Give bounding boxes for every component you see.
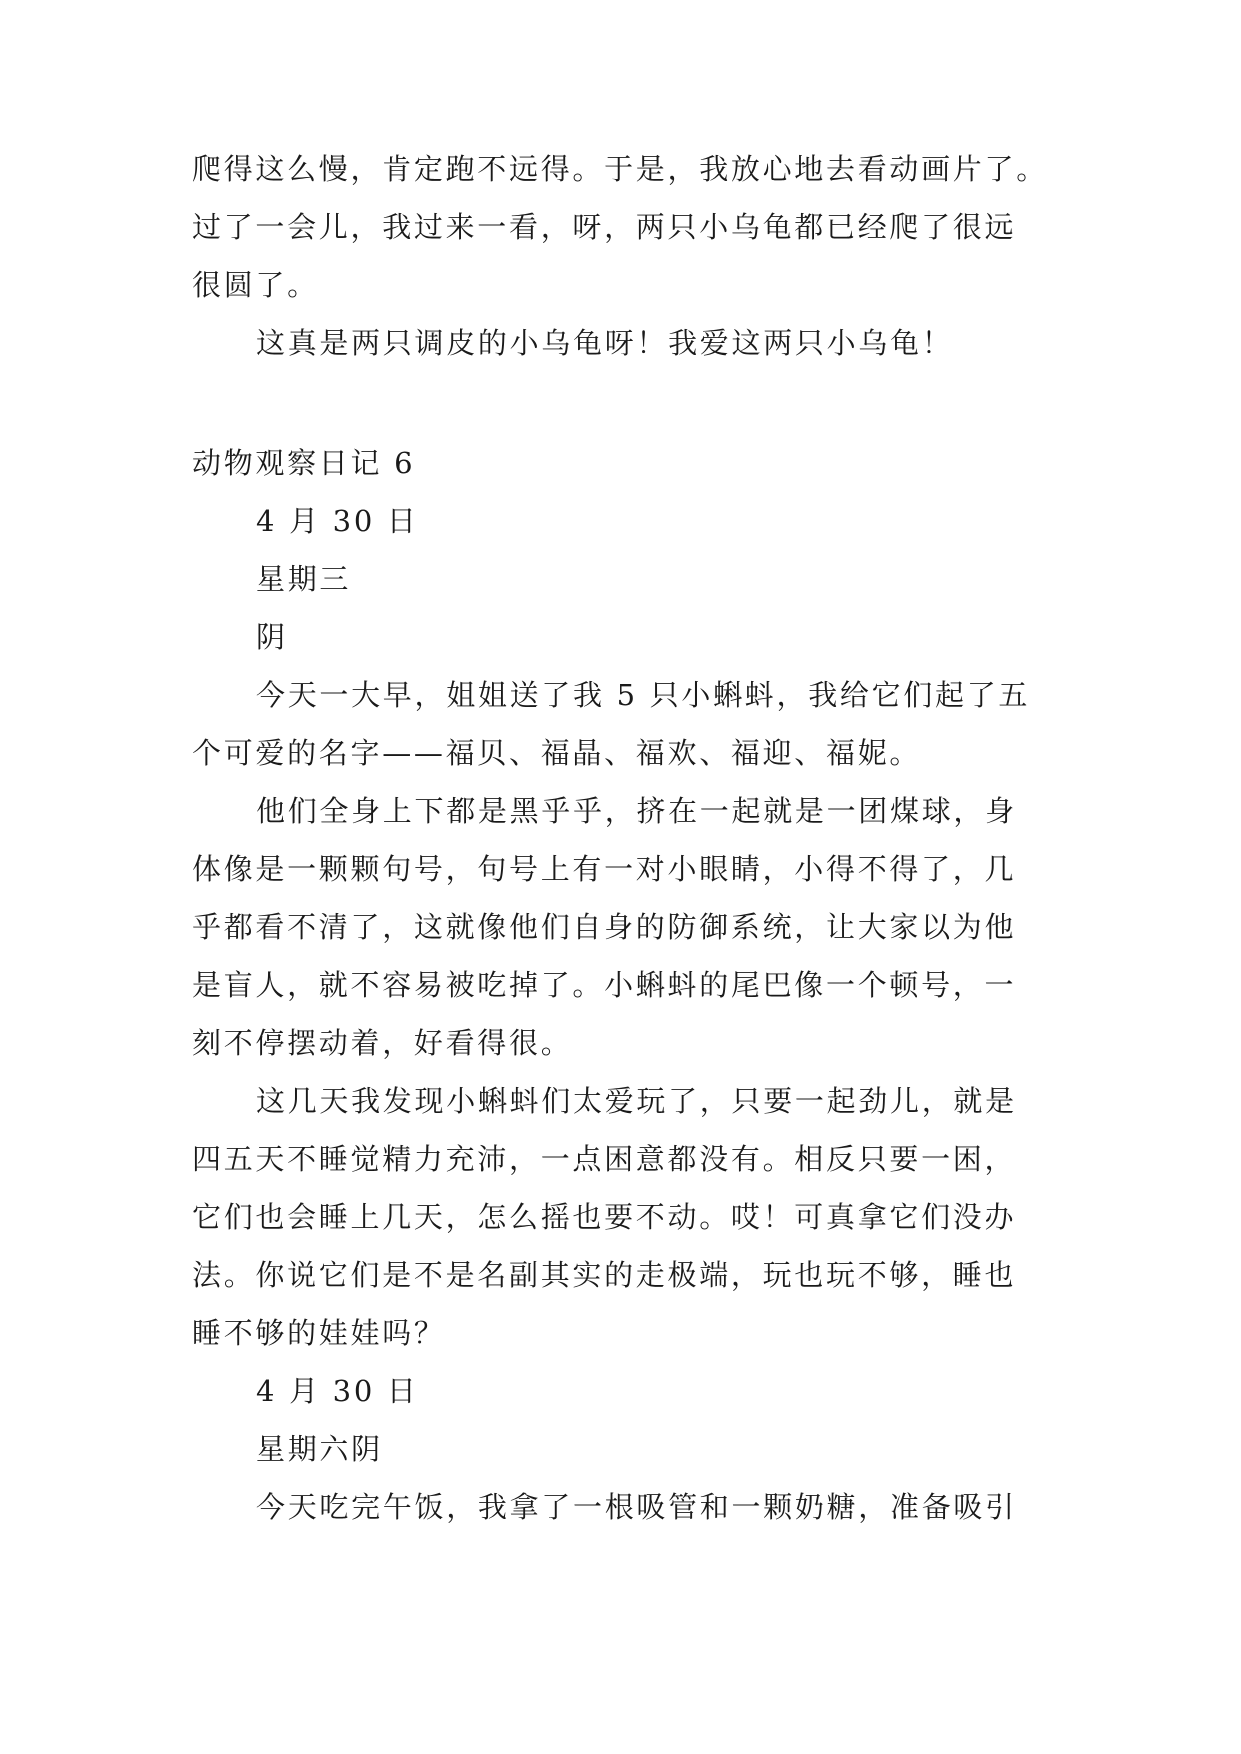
paragraph-line: 四五天不睡觉精力充沛，一点困意都没有。相反只要一困，: [192, 1142, 1017, 1176]
paragraph-line: 睡不够的娃娃吗？: [192, 1316, 446, 1350]
paragraph-line: 今天一大早，姐姐送了我 5 只小蝌蚪，我给它们起了五: [256, 678, 1031, 712]
paragraph-line: 它们也会睡上几天，怎么摇也要不动。哎！可真拿它们没办: [192, 1200, 1017, 1234]
paragraph-line: 体像是一颗颗句号，句号上有一对小眼睛，小得不得了，几: [192, 852, 1017, 886]
paragraph-line: 是盲人，就不容易被吃掉了。小蝌蚪的尾巴像一个顿号，一: [192, 968, 1017, 1002]
diary-date: 4 月 30 日: [256, 504, 419, 538]
paragraph-line: 这真是两只调皮的小乌龟呀！我爱这两只小乌龟！: [256, 326, 954, 360]
paragraph-line: 刻不停摆动着，好看得很。: [192, 1026, 573, 1060]
paragraph-line: 他们全身上下都是黑乎乎，挤在一起就是一团煤球，身: [256, 794, 1017, 828]
paragraph-line: 个可爱的名字——福贝、福晶、福欢、福迎、福妮。: [192, 736, 922, 770]
section-heading: 动物观察日记 6: [192, 446, 416, 480]
paragraph-line: 过了一会儿，我过来一看，呀，两只小乌龟都已经爬了很远: [192, 210, 1017, 244]
paragraph-line: 很圆了。: [192, 268, 319, 302]
paragraph-line: 乎都看不清了，这就像他们自身的防御系统，让大家以为他: [192, 910, 1017, 944]
diary-weather: 阴: [256, 620, 288, 654]
paragraph-line: 这几天我发现小蝌蚪们太爱玩了，只要一起劲儿，就是: [256, 1084, 1017, 1118]
paragraph-line: 法。你说它们是不是名副其实的走极端，玩也玩不够，睡也: [192, 1258, 1017, 1292]
paragraph-line: 爬得这么慢，肯定跑不远得。于是，我放心地去看动画片了。: [192, 152, 1048, 186]
diary-weekday: 星期三: [256, 562, 352, 596]
paragraph-line: 今天吃完午饭，我拿了一根吸管和一颗奶糖，准备吸引: [256, 1490, 1017, 1524]
diary-weekday-weather: 星期六阴: [256, 1432, 383, 1466]
diary-date: 4 月 30 日: [256, 1374, 419, 1408]
